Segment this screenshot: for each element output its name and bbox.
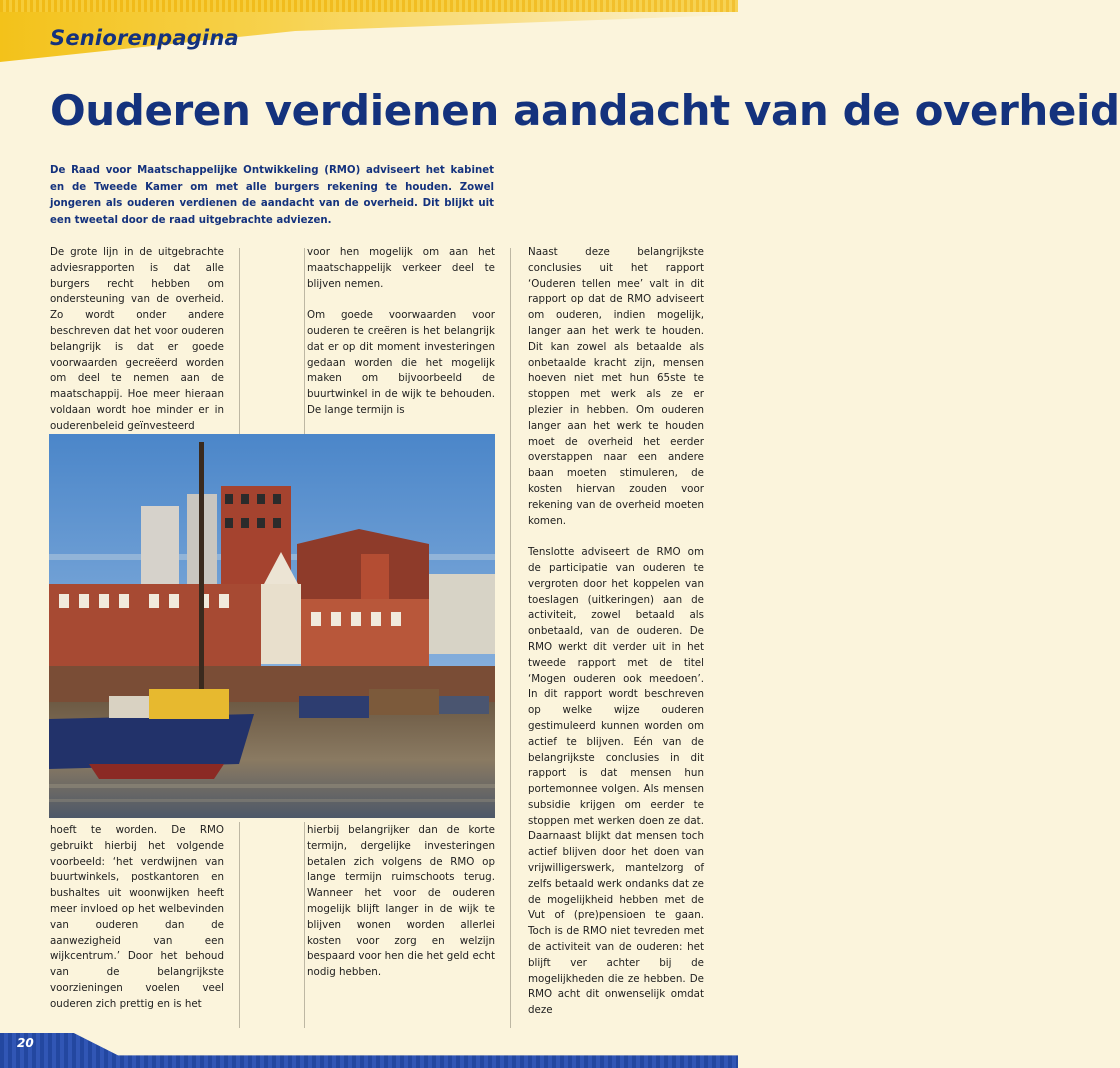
column-divider <box>304 248 305 434</box>
column-1-bottom-text: hoeft te worden. De RMO gebruikt hierbij het volgende voorbeeld: ‘het verdwijnen van buurtwinkels, postkantoren en bushaltes uit woonwijken heeft meer invloed op het welbevinden van ouderen dan de aanwezigheid van een wijkcentrum.’ Door het behoud van de belangrijkste voorzieningen voelen veel ouderen zich prettig en is het <box>50 824 224 1010</box>
column-divider <box>510 248 511 1028</box>
intro-paragraph: De Raad voor Maatschappelijke Ontwikkeling (RMO) adviseert het kabinet en de Tweede Kamer om met alle burgers rekening te houden. Zowel jongeren als ouderen verdienen de aandacht van de overheid. Dit blijkt uit een tweetal door de raad uitgebrachte adviezen. <box>50 165 494 226</box>
header-stripe <box>0 0 738 12</box>
column-1-top-text: De grote lijn in de uitgebrachte adviesrapporten is dat alle burgers recht hebben om ondersteuning van de overheid. Zo wordt onder andere beschreven dat het voor ouderen belangrijk is dat er goede voorwaarden gecreëerd worden om deel te nemen aan de maatschappij. Hoe meer hieraan voldaan wordt hoe minder er in ouderenbeleid geïnvesteerd <box>50 246 224 432</box>
column-3-paragraph-1: Naast deze belangrijkste conclusies uit het rapport ‘Ouderen tellen mee’ valt in dit rapport op dat de RMO adviseert om ouderen, indien mogelijk, langer aan het werk te houden. Dit kan zowel als betaalde als onbetaalde kracht zijn, mensen hoeven niet met hun 65ste te stoppen met werk als ze er plezier in hebben. Om ouderen langer aan het werk te houden moet de overheid het eerder overstappen naar een andere baan moeten stimuleren, de kosten hiervan zouden voor rekening van de overheid moeten komen. <box>528 246 704 527</box>
page-number: 20 <box>17 1036 34 1050</box>
column-2-bottom-text: hierbij belangrijker dan de korte termijn, dergelijke investeringen betalen zich volgens de RMO op lange termijn ruimschoots terug. Wanneer het voor de ouderen mogelijk blijft langer in de wijk te blijven wonen worden allerlei kosten voor zorg en welzijn bespaard voor hen die het geld echt nodig hebben. <box>307 824 495 979</box>
column-2-top-paragraph-1: voor hen mogelijk om aan het maatschappelijk verkeer deel te blijven nemen. <box>307 246 495 290</box>
column-divider <box>239 248 240 434</box>
column-1-top <box>50 245 224 435</box>
column-3-paragraph-2: Tenslotte adviseert de RMO om de participatie van ouderen te vergroten door het koppelen van toeslagen (uitkeringen) aan de activiteit, zowel betaald als onbetaald, van de ouderen. De RMO werkt dit verder uit in het tweede rapport met de titel ‘Mogen ouderen ook meedoen’. In dit rapport wordt beschreven op welke wijze ouderen gestimuleerd kunnen worden om actief te blijven. Eén van de belangrijkste conclusies in dit rapport is dat mensen hun portemonnee volgen. Als mensen subsidie krijgen om eerder te stoppen met werken doen ze dat. Daarnaast blijkt dat mensen toch actief blijven door het doen van vrijwilligerswerk, mantelzorg of zelfs betaald werk ondanks dat ze de mogelijkheid hebben met de Vut of (pre)pensioen te gaan. Toch is de RMO niet tevreden met de activiteit van de ouderen: het blijft ver achter bij de mogelijkheden die ze hebben. De RMO acht dit onwenselijk omdat deze <box>528 546 704 1017</box>
column-2-top-paragraph-2: Om goede voorwaarden voor ouderen te creëren is het belangrijk dat er op dit moment investeringen gedaan worden die het mogelijk maken om bijvoorbeeld de buurtwinkel in de wijk te behouden. De lange termijn is <box>307 309 495 416</box>
column-2-top <box>307 245 495 419</box>
column-1-bottom <box>50 823 224 1013</box>
column-2-bottom <box>307 823 495 981</box>
harbor-photo <box>49 434 495 818</box>
footer-band <box>0 1033 738 1068</box>
page-title: Ouderen verdienen aandacht van de overheid <box>50 86 1120 135</box>
column-divider <box>304 822 305 1028</box>
section-label: Seniorenpagina <box>50 26 239 50</box>
column-divider <box>239 822 240 1028</box>
column-3 <box>528 245 704 1019</box>
